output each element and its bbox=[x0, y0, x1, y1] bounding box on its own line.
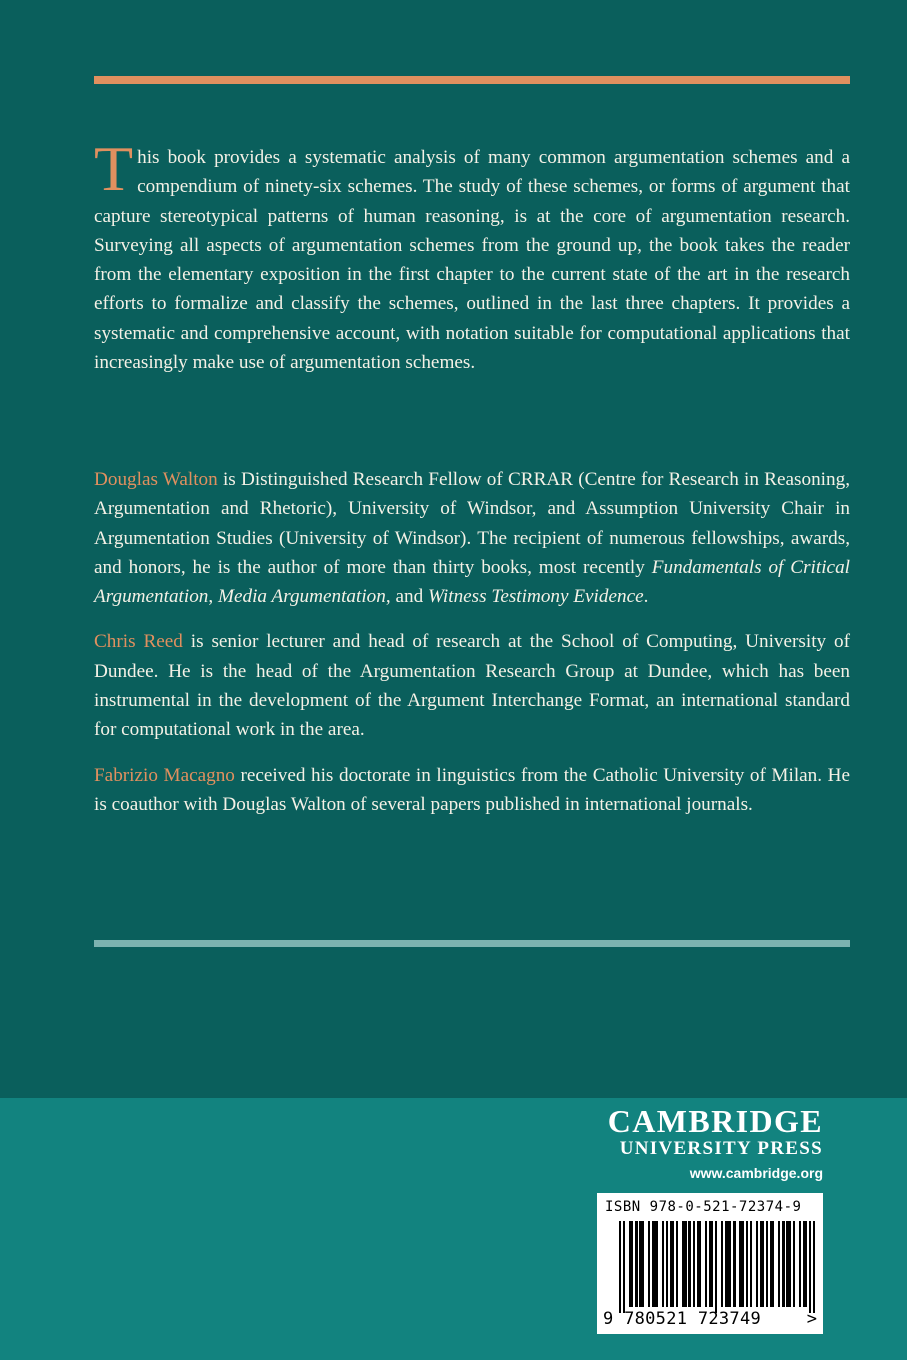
barcode-bar bbox=[721, 1221, 723, 1307]
barcode-bar bbox=[688, 1221, 690, 1307]
publisher-logo bbox=[608, 1105, 823, 1185]
author-name: Douglas Walton bbox=[94, 469, 218, 490]
drop-cap: T bbox=[94, 133, 134, 204]
barcode-bar bbox=[631, 1221, 633, 1307]
barcode-bar bbox=[693, 1221, 695, 1307]
author-bios bbox=[94, 465, 850, 835]
publisher-subtitle: UNIVERSITY PRESS bbox=[619, 1138, 823, 1159]
isbn-number: ISBN 978-0-521-72374-9 bbox=[605, 1199, 802, 1215]
barcode-bar bbox=[733, 1221, 735, 1307]
barcode-bar bbox=[756, 1221, 758, 1307]
barcode-bar bbox=[699, 1221, 701, 1307]
barcode-bar bbox=[762, 1221, 764, 1307]
book-title: Fundamentals of Critical Argumentation bbox=[94, 556, 850, 608]
barcode-bar bbox=[619, 1221, 621, 1313]
barcode-bar bbox=[742, 1221, 744, 1307]
publisher-name: CAMBRIDGE bbox=[607, 1103, 823, 1139]
bio-douglas-walton: Douglas Walton is Distinguished Research Fellow of CRRAR (Centre for Research in Reasoning, Argumentation and Rhetoric), University of Windsor, and Assumption University Chair in Argumentation Studies (University of Windsor). The recipient of numerous fellowships, awards, and honors, he is the author of more than thirty books, most recently Fundamentals of Critical Argumentation, Media Argumentation, and Witness Testimony Evidence. bbox=[94, 469, 850, 608]
barcode-bar bbox=[805, 1221, 807, 1307]
barcode-bar bbox=[772, 1221, 774, 1307]
barcode-bar bbox=[799, 1221, 801, 1307]
barcode-bar bbox=[672, 1221, 674, 1307]
barcode-bar bbox=[648, 1221, 650, 1307]
barcode-bar bbox=[711, 1221, 713, 1307]
bio-chris-reed: Chris Reed is senior lecturer and head of research at the School of Computing, University of Dundee. He is the head of the Argumentation Research Group at Dundee, which has been instrumental in the development of the Argument Interchange Format, an international standard for computational work in the area. bbox=[94, 631, 850, 741]
author-name: Fabrizio Macagno bbox=[94, 764, 235, 786]
barcode-bar bbox=[788, 1221, 790, 1307]
barcode-bar bbox=[676, 1221, 678, 1307]
barcode-bar bbox=[813, 1221, 815, 1313]
bio-fabrizio-macagno: Fabrizio Macagno received his doctorate in linguistics from the Catholic University of Milan. He is coauthor with Douglas Walton of several papers published in international journals. bbox=[94, 764, 850, 815]
barcode-bar bbox=[729, 1221, 731, 1307]
barcode-bar bbox=[684, 1221, 686, 1307]
barcode-bar bbox=[746, 1221, 748, 1307]
barcode-label bbox=[597, 1193, 823, 1334]
bottom-rule bbox=[94, 940, 850, 947]
barcode-bar bbox=[623, 1221, 625, 1313]
description-text: his book provides a systematic analysis of many common argumentation schemes and a compendium of ninety-six schemes. The study of these schemes, or forms of argument that capture stereotypical patterns of human reasoning, is at the core of argumentation research. Surveying all aspects of argumentation schemes from the ground up, the book takes the reader from the elementary exposition in the first chapter to the current state of the art in the research efforts to formalize and classify the schemes, outlined in the last three chapters. It provides a systematic and comprehensive account, with notation suitable for computational applications that increasingly make use of argumentation schemes. bbox=[94, 147, 850, 374]
ean-arrow: > bbox=[806, 1309, 817, 1329]
book-description bbox=[94, 133, 850, 377]
barcode-bar bbox=[641, 1221, 643, 1307]
book-title: Witness Testimony Evidence bbox=[427, 586, 644, 608]
barcode-bar bbox=[705, 1221, 707, 1307]
barcode-bar bbox=[750, 1221, 752, 1307]
barcode-bar bbox=[635, 1221, 637, 1307]
barcode-bar bbox=[662, 1221, 664, 1307]
barcode-bars bbox=[619, 1221, 815, 1309]
book-title: Media Argumentation bbox=[218, 586, 386, 608]
author-name: Chris Reed bbox=[94, 631, 183, 653]
barcode-bar bbox=[809, 1221, 811, 1313]
barcode-bar bbox=[778, 1221, 780, 1307]
barcode-bar bbox=[793, 1221, 795, 1307]
barcode-bar bbox=[766, 1221, 768, 1307]
barcode-bar bbox=[782, 1221, 784, 1307]
barcode-bar bbox=[715, 1221, 717, 1313]
ean-digits: 9 780521 723749 bbox=[603, 1309, 762, 1329]
barcode-bar bbox=[666, 1221, 668, 1307]
barcode-bar bbox=[656, 1221, 658, 1307]
publisher-url[interactable]: www.cambridge.org bbox=[689, 1165, 823, 1181]
top-accent-rule bbox=[94, 76, 850, 84]
